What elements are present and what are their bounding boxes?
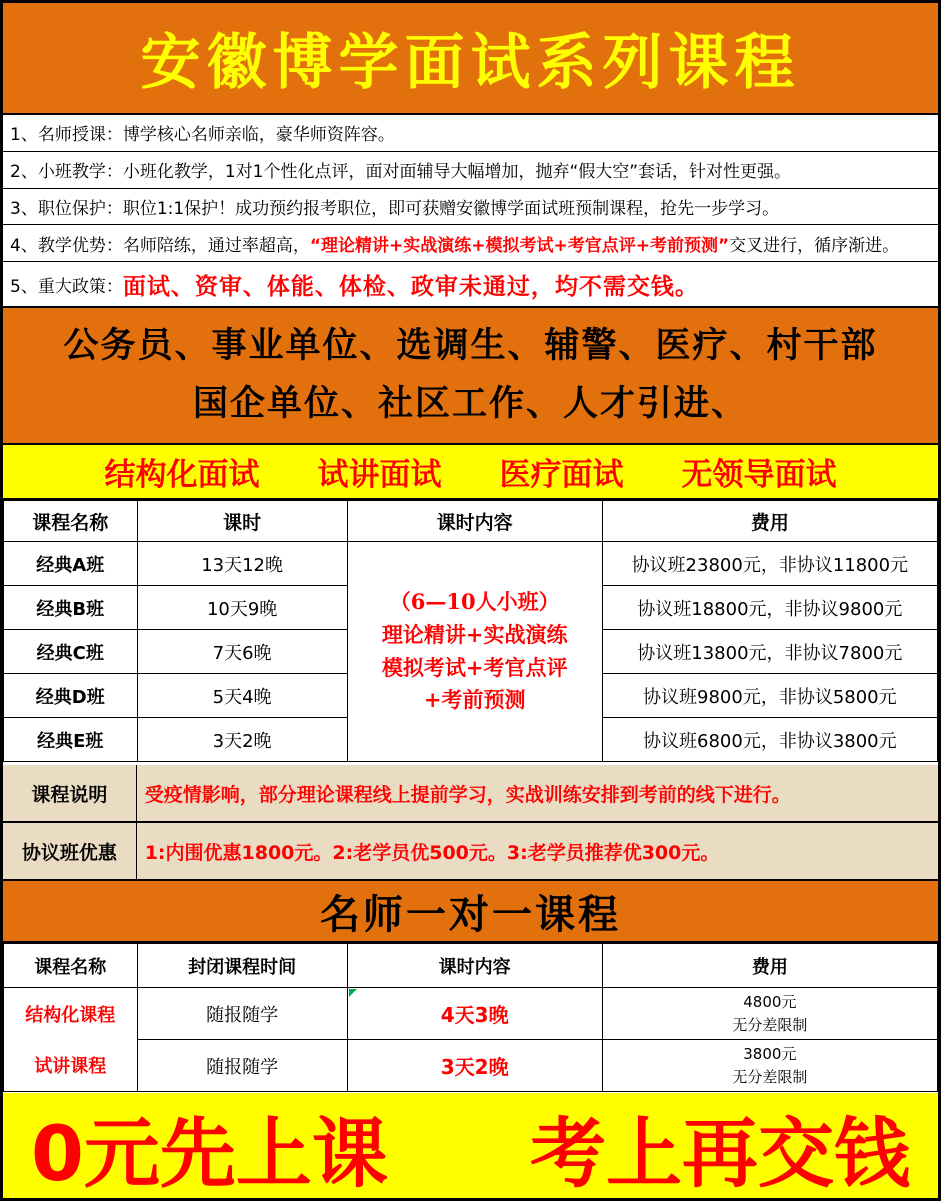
interview-type: 试讲面试 xyxy=(317,457,442,493)
footer-slogan-right: 考上再交钱 xyxy=(530,1109,910,1198)
course-label: 结构化课程 xyxy=(25,1004,116,1026)
notice-row-2 xyxy=(3,152,938,189)
audience-line-1: 公务员、事业单位、选调生、辅警、医疗、村干部 xyxy=(63,325,878,366)
notice-text: 1、名师授课：博学核心名师亲临，豪华师资阵容。 xyxy=(10,125,395,146)
footer-banner xyxy=(3,1093,938,1201)
course-hours: 4天3晚 xyxy=(347,988,602,1040)
one-on-one-labels-merged-cell xyxy=(4,988,138,1092)
footer-slogan-left: 0元先上课 xyxy=(31,1109,388,1198)
one-on-one-banner xyxy=(3,881,938,943)
course-hours: 3天2晚 xyxy=(347,1040,602,1092)
course-note-row xyxy=(3,765,938,823)
course-name: 经典A班 xyxy=(4,542,138,586)
cell-corner-marker-icon xyxy=(349,989,357,997)
fee-condition: 无分差限制 xyxy=(732,1015,808,1034)
page-title: 安徽博学面试系列课程 xyxy=(140,28,801,98)
notice-row-1 xyxy=(3,115,938,152)
one-on-one-title: 名师一对一课程 xyxy=(320,891,621,938)
title-banner xyxy=(3,3,938,115)
interview-type: 结构化面试 xyxy=(104,457,260,493)
table-row xyxy=(4,988,938,1040)
notice-text: 3、职位保护：职位1:1保护！成功预约报考职位，即可获赠安徽博学面试班预制课程，抢先一步学习。 xyxy=(10,198,780,219)
course-name: 经典E班 xyxy=(4,718,138,762)
notice-highlight: “理论精讲+实战演练+模拟考试+考官点评+考前预测” xyxy=(309,235,730,256)
column-header-schedule: 封闭课程时间 xyxy=(137,944,347,988)
course-fee: 协议班9800元，非协议5800元 xyxy=(602,674,937,718)
course-fee xyxy=(602,988,937,1040)
course-fee: 协议班6800元，非协议3800元 xyxy=(602,718,937,762)
interview-type: 无领导面试 xyxy=(681,457,837,493)
content-line: +考前预测 xyxy=(423,687,526,713)
content-line: 模拟考试+考官点评 xyxy=(381,654,568,680)
notice-row-5 xyxy=(3,262,938,308)
content-line: （6—10人小班） xyxy=(389,589,560,615)
notice-list xyxy=(3,115,938,308)
interview-type: 医疗面试 xyxy=(499,457,624,493)
course-hours: 5天4晚 xyxy=(137,674,347,718)
one-on-one-table xyxy=(3,943,938,1093)
one-on-one-header-row xyxy=(4,944,938,988)
column-header-content: 课时内容 xyxy=(347,501,602,542)
course-fee: 协议班23800元，非协议11800元 xyxy=(602,542,937,586)
notice-text: 5、重大政策： xyxy=(10,276,123,297)
course-table xyxy=(3,500,938,765)
notice-text: 2、小班教学：小班化教学，1对1个性化点评，面对面辅导大幅增加，抛弃“假大空”套话，针对性更强。 xyxy=(10,162,792,183)
course-hours: 3天2晚 xyxy=(137,718,347,762)
column-header-content: 课时内容 xyxy=(347,944,602,988)
notice-text: 4、教学优势：名师陪练，通过率超高， xyxy=(10,235,310,256)
note-label: 课程说明 xyxy=(3,765,137,821)
table-row xyxy=(4,1040,938,1092)
interview-types-bar xyxy=(3,445,938,500)
course-label: 试讲课程 xyxy=(34,1056,107,1078)
course-fee: 协议班13800元，非协议7800元 xyxy=(602,630,937,674)
course-content-merged-cell xyxy=(347,542,602,762)
note-text: 受疫情影响，部分理论课程线上提前学习，实战训练安排到考前的线下进行。 xyxy=(144,783,791,806)
course-fee xyxy=(602,1040,937,1092)
notice-text: 交叉进行，循序渐进。 xyxy=(729,235,900,256)
discount-note-row xyxy=(3,823,938,881)
course-table-header-row xyxy=(4,501,938,542)
column-header-course-name: 课程名称 xyxy=(4,944,138,988)
note-label: 协议班优惠 xyxy=(3,823,137,879)
fee-amount: 3800元 xyxy=(743,1045,797,1063)
fee-condition: 无分差限制 xyxy=(732,1067,808,1086)
column-header-course-name: 课程名称 xyxy=(4,501,138,542)
course-name: 经典B班 xyxy=(4,586,138,630)
course-name: 经典D班 xyxy=(4,674,138,718)
course-schedule: 随报随学 xyxy=(137,1040,347,1092)
table-row xyxy=(4,542,938,586)
notice-row-4 xyxy=(3,225,938,262)
course-hours: 10天9晚 xyxy=(137,586,347,630)
audience-banner xyxy=(3,308,938,445)
course-schedule: 随报随学 xyxy=(137,988,347,1040)
note-text: 1:内围优惠1800元。2:老学员优500元。3:老学员推荐优300元。 xyxy=(144,841,720,864)
course-name: 经典C班 xyxy=(4,630,138,674)
column-header-hours: 课时 xyxy=(137,501,347,542)
fee-amount: 4800元 xyxy=(743,993,797,1011)
notice-row-3 xyxy=(3,189,938,226)
notice-highlight: 面试、资审、体能、体检、政审未通过，均不需交钱。 xyxy=(122,272,699,300)
column-header-fee: 费用 xyxy=(602,944,937,988)
course-hours: 7天6晚 xyxy=(137,630,347,674)
audience-line-2: 国企单位、社区工作、人才引进、 xyxy=(192,383,748,424)
course-fee: 协议班18800元，非协议9800元 xyxy=(602,586,937,630)
content-line: 理论精讲+实战演练 xyxy=(381,621,568,647)
course-hours: 13天12晚 xyxy=(137,542,347,586)
column-header-fee: 费用 xyxy=(602,501,937,542)
